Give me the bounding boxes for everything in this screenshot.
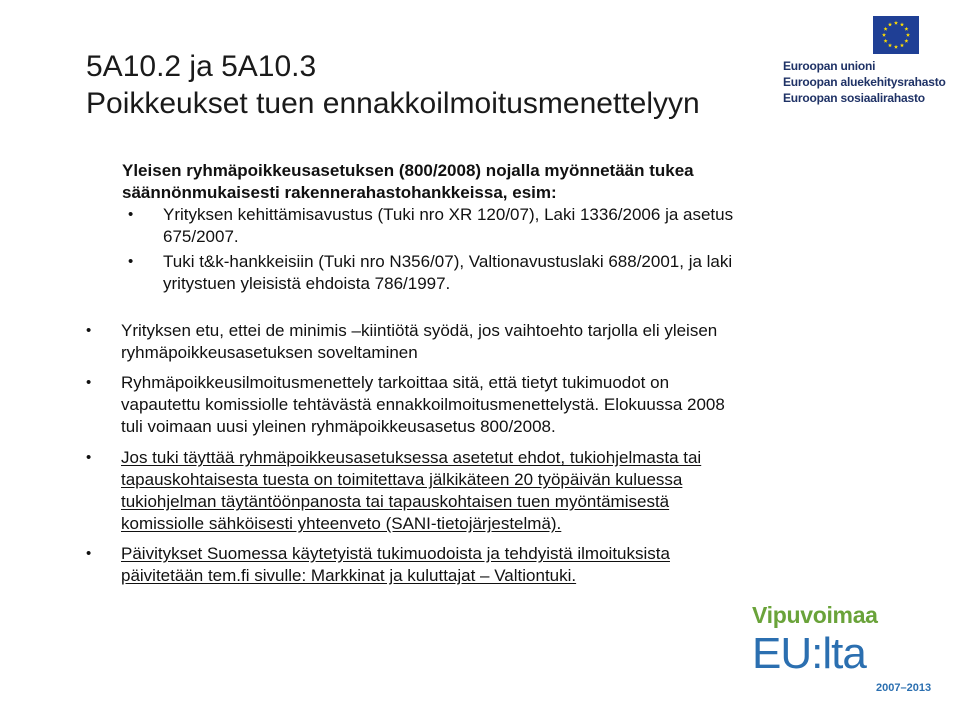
bullet-line-link[interactable]: tapauskohtaisesta tuesta on toimitettava jälkikäteen 20 työpäivän kuluessa [121, 470, 683, 489]
bullet-list [86, 320, 886, 587]
sub-bullet-line: Tuki t&k-hankkeisiin (Tuki nro N356/07), Valtionavustuslaki 688/2001, ja laki [163, 252, 733, 271]
bullet-item-de-minimis [86, 320, 886, 364]
eu-star-icon [884, 27, 888, 31]
bullet-line: vapautettu komissiolle tehtävästä ennakkoilmoitusmenettelystä. Elokuussa 2008 [121, 395, 725, 414]
sub-bullet-line: Yrityksen kehittämisavustus (Tuki nro XR 120/07), Laki 1336/2006 ja asetus [163, 205, 734, 224]
vipuvoimaa-logo [752, 602, 942, 702]
bullet-line: Yrityksen etu, ettei de minimis –kiintiötä syödä, jos vaihtoehto tarjolla eli yleisen [121, 321, 718, 340]
eu-star-icon [904, 39, 908, 43]
intro-line-2: säännönmukaisesti rakennerahastohankkeissa, esim: [122, 183, 557, 202]
vipuvoimaa-word: Vipuvoimaa [752, 602, 878, 628]
sub-bullet-item [128, 204, 928, 248]
vipuvoimaa-eu: EU:lta [752, 629, 866, 678]
sub-bullet-item [128, 251, 928, 295]
eu-star-icon [888, 43, 892, 47]
bullet-icon: • [128, 253, 134, 270]
bullet-line: Ryhmäpoikkeusilmoitusmenettely tarkoittaa sitä, että tietyt tukimuodot on [121, 373, 670, 392]
bullet-icon: • [86, 322, 92, 339]
intro-line-1: Yleisen ryhmäpoikkeusasetuksen (800/2008) nojalla myönnetään tukea [122, 161, 694, 180]
eu-logo-line-3: Euroopan sosiaalirahasto [783, 91, 925, 105]
bullet-line-link[interactable]: päivitetään tem.fi sivulle: Markkinat ja kuluttajat – Valtiontuki. [121, 566, 577, 585]
sub-bullet-line: 675/2007. [163, 227, 239, 246]
bullet-line-link[interactable]: Päivitykset Suomessa käytetyistä tukimuodoista ja tehdyistä ilmoituksista [121, 544, 670, 563]
eu-star-icon [882, 33, 886, 37]
bullet-item-sani[interactable] [86, 447, 886, 535]
sub-bullet-list [128, 204, 928, 298]
intro-text [122, 160, 694, 204]
bullet-line-link[interactable]: Jos tuki täyttää ryhmäpoikkeusasetuksessa asetetut ehdot, tukiohjelmasta tai [121, 448, 702, 467]
eu-logo-line-1: Euroopan unioni [783, 59, 876, 73]
title-line-1: 5A10.2 ja 5A10.3 [86, 50, 317, 83]
vipuvoimaa-years: 2007–2013 [876, 682, 932, 694]
bullet-line-link[interactable]: komissiolle sähköisesti yhteenveto (SANI-tietojärjestelmä). [121, 514, 562, 533]
eu-star-icon [906, 33, 910, 37]
eu-star-icon [894, 45, 898, 49]
eu-star-icon [884, 39, 888, 43]
bullet-icon: • [86, 449, 92, 466]
bullet-line-link[interactable]: tukiohjelman täytäntöönpanosta tai tapauskohtaisen tuen myöntämisestä [121, 492, 670, 511]
bullet-icon: • [86, 374, 92, 391]
eu-stars [873, 16, 919, 54]
bullet-item-menettely [86, 372, 886, 438]
eu-star-icon [900, 43, 904, 47]
eu-flag-icon [873, 16, 919, 54]
bullet-icon: • [128, 206, 134, 223]
eu-star-icon [900, 22, 904, 26]
eu-star-icon [894, 21, 898, 25]
title-line-2: Poikkeukset tuen ennakkoilmoitusmenettelyyn [86, 87, 700, 120]
bullet-icon: • [86, 545, 92, 562]
bullet-line: tuli voimaan uusi yleinen ryhmäpoikkeusasetus 800/2008. [121, 417, 556, 436]
eu-logo-line-2: Euroopan aluekehitysrahasto [783, 75, 946, 89]
bullet-item-paivitykset[interactable] [86, 543, 886, 587]
bullet-line: ryhmäpoikkeusasetuksen soveltaminen [121, 343, 418, 362]
sub-bullet-line: yritystuen yleisistä ehdoista 786/1997. [163, 274, 451, 293]
eu-star-icon [904, 27, 908, 31]
slide-title [86, 48, 700, 122]
eu-star-icon [888, 22, 892, 26]
